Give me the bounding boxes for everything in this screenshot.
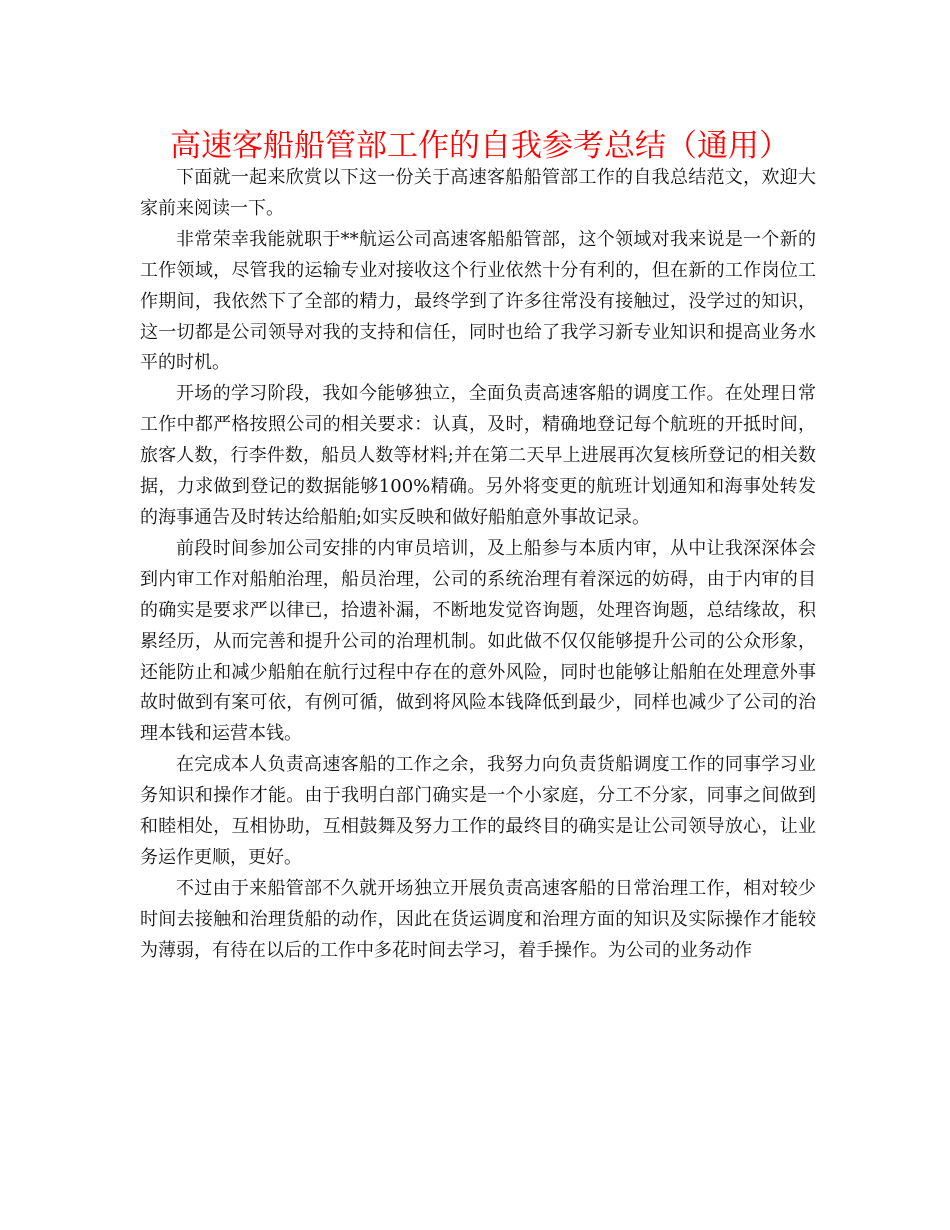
paragraph-teamwork: 在完成本人负责高速客船的工作之余，我努力向负责货船调度工作的同事学习业务知识和操作才能。由于我明白部门确实是一个小家庭，分工不分家，同事之间做到和睦相处，互相协助，互相鼓舞及努力工作的最终目的确实是让公司领导放心，让业务运作更顺，更好。 xyxy=(140,754,816,868)
paragraph-internal-audit: 前段时间参加公司安排的内审员培训，及上船参与本质内审，从中让我深深体会到内审工作对船舶治理，船员治理，公司的系统治理有着深远的妨碍，由于内审的目的确实是要求严以律已，拾遗补漏，不断地发觉咨询题，处理咨询题，总结缘故，积累经历，从而完善和提升公司的治理机制。如此做不仅仅能够提升公司的公众形象，还能防止和减少船舶在航行过程中存在的意外风险，同时也能够让船舶在处理意外事故时做到有案可依，有例可循，做到将风险本钱降低到最少，同样也减少了公司的治理本钱和运营本钱。 xyxy=(140,537,816,745)
paragraph-employment: 非常荣幸我能就职于**航运公司高速客船船管部，这个领域对我来说是一个新的工作领域，尽管我的运输专业对接收这个行业依然十分有利的，但在新的工作岗位工作期间，我依然下了全部的精力，最终学到了许多往常没有接触过，没学过的知识，这一切都是公司领导对我的支持和信任，同时也给了我学习新专业知识和提高业务水平的时机。 xyxy=(140,228,816,374)
paragraph-intro: 下面就一起来欣赏以下这一份关于高速客船船管部工作的自我总结范文，欢迎大家前来阅读一下。 xyxy=(140,167,816,219)
document-body xyxy=(140,163,816,967)
document-title: 高速客船船管部工作的自我参考总结（通用） xyxy=(170,128,790,164)
paragraph-shortcomings: 不过由于来船管部不久就开场独立开展负责高速客船的日常治理工作，相对较少时间去接触和治理货船的动作，因此在货运调度和治理方面的知识及实际操作才能较为薄弱，有待在以后的工作中多花时间去学习，着手操作。为公司的业务动作 xyxy=(140,877,816,961)
paragraph-dispatch-work: 开场的学习阶段，我如今能够独立，全面负责高速客船的调度工作。在处理日常工作中都严格按照公司的相关要求：认真，及时，精确地登记每个航班的开抵时间，旅客人数，行李件数，船员人数等材料;并在第二天早上进展再次复核所登记的相关数据，力求做到登记的数据能够100%精确。另外将变更的航班计划通知和海事处转发的海事通告及时转达给船舶;如实反映和做好船舶意外事故记录。 xyxy=(140,383,816,528)
